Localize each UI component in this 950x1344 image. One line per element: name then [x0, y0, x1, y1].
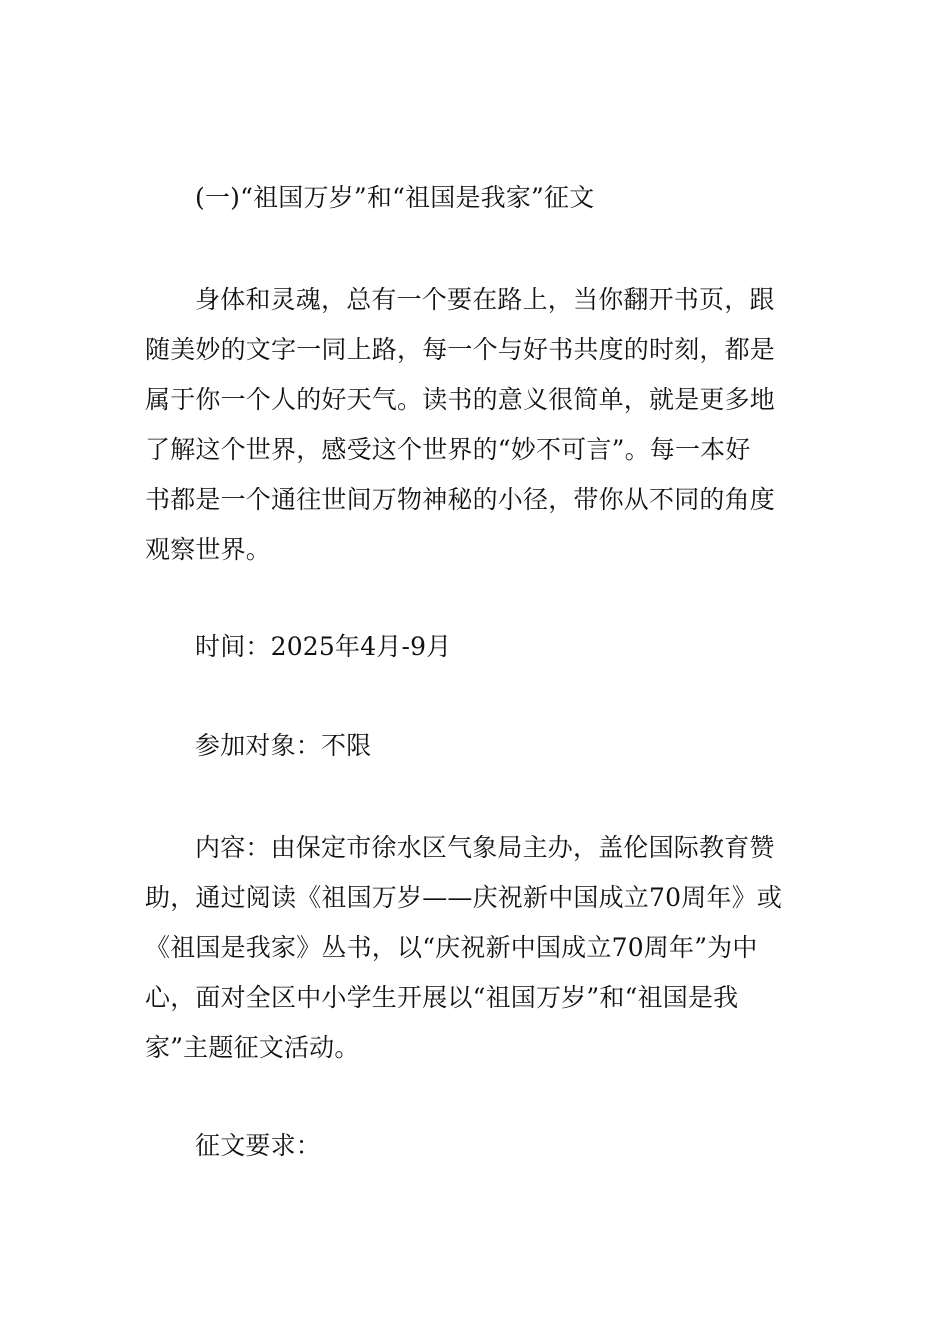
- section-heading: (一)“祖国万岁”和“祖国是我家”征文: [195, 183, 595, 212]
- content-line-2: 助，通过阅读《祖国万岁——庆祝新中国成立70周年》或: [145, 883, 783, 912]
- requirements-label: 征文要求：: [195, 1131, 322, 1160]
- intro-line-1: 身体和灵魂，总有一个要在路上，当你翻开书页，跟: [195, 285, 775, 314]
- content-line-3: 《祖国是我家》丛书，以“庆祝新中国成立70周年”为中: [145, 933, 758, 962]
- intro-line-5: 书都是一个通往世间万物神秘的小径，带你从不同的角度: [145, 485, 776, 514]
- participants-line: 参加对象：不限: [195, 731, 372, 760]
- content-line-5: 家”主题征文活动。: [145, 1033, 360, 1062]
- intro-line-3: 属于你一个人的好天气。读书的意义很简单，就是更多地: [145, 385, 776, 414]
- content-line-4: 心，面对全区中小学生开展以“祖国万岁”和“祖国是我: [145, 983, 739, 1012]
- time-line: 时间：2025年4月-9月: [195, 632, 452, 661]
- intro-line-4: 了解这个世界，感受这个世界的“妙不可言”。每一本好: [145, 435, 751, 464]
- intro-line-2: 随美妙的文字一同上路，每一个与好书共度的时刻，都是: [145, 335, 776, 364]
- content-line-1: 内容：由保定市徐水区气象局主办，盖伦国际教育赞: [195, 833, 775, 862]
- intro-line-6: 观察世界。: [145, 535, 272, 564]
